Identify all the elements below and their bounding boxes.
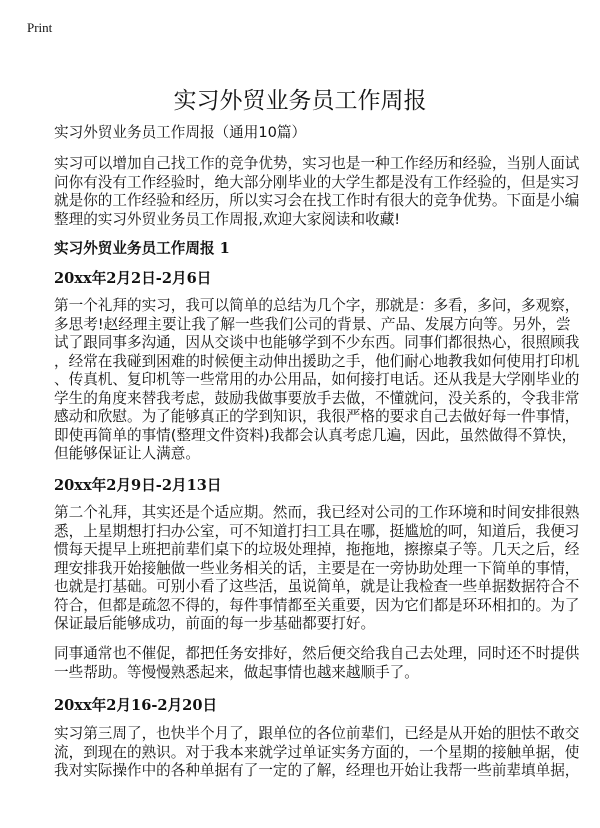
text-line: 理安排我开始接触做一些业务相关的话，主要是在一旁协助处理一下简单的事情，	[54, 559, 580, 577]
text-line: 问你有没有工作经验时，绝大部分刚毕业的大学生都是没有工作经验的，但是实习	[54, 173, 580, 191]
week-paragraph	[54, 725, 579, 781]
text-line: 我对实际操作中的各种单据有了一定的了解，经理也开始让我帮一些前辈填单据，	[54, 762, 580, 779]
text-line: 一些帮助。等慢慢熟悉起来，做起事情也越来越顺手了。	[54, 663, 419, 681]
text-line: 保证最后能够成功，前面的每一步基础都要打好。	[54, 615, 376, 632]
text-line: 就是你的工作经验和经历，所以实习会在找工作时有很大的竞争优势。下面是小编	[54, 192, 580, 209]
text-line: 也就是打基础。可别小看了这些活，虽说简单，就是让我检查一些单据数据符合不	[54, 578, 580, 595]
text-line: 符合，但都是疏忽不得的，每件事情都至关重要，因为它们都是环环相扣的。为了	[54, 596, 580, 614]
week-paragraph	[54, 645, 579, 682]
text-line: 试了跟同事多沟通，因从交谈中也能够学到不少东西。同事们都很热心，很照顾我	[54, 334, 580, 351]
text-line: 感动和欣慰。为了能够真正的学到知识，我很严格的要求自己去做好每一件事情，	[54, 408, 580, 425]
text-line: 即使再简单的事情(整理文件资料)我都会认真考虑几遍，因此，虽然做得不算快，	[54, 426, 577, 444]
text-line: 流，到现在的熟识。对于我本来就学过单证实务方面的，一个星期的接触单据，使	[54, 743, 580, 761]
text-line: 第一个礼拜的实习，我可以简单的总结为几个字，那就是：多看，多问，多观察，	[54, 297, 580, 314]
week-date-heading: 20xx年2月9日-2月13日	[54, 477, 222, 494]
text-line: 但能够保证让人满意。	[54, 445, 200, 462]
text-line: 、传真机、复印机等一些常用的办公用品，如何接打电话。还从我是大学刚毕业的	[54, 371, 580, 388]
week-date-heading: 20xx年2月2日-2月6日	[54, 270, 212, 287]
intro-paragraph	[54, 155, 579, 229]
section-heading: 实习外贸业务员工作周报 1	[54, 240, 230, 257]
print-link[interactable]: Print	[27, 20, 53, 35]
text-line: 多思考!赵经理主要让我了解一些我们公司的背景、产品、发展方向等。另外，尝	[54, 315, 571, 333]
text-line: 实习可以增加自己找工作的竞争优势，实习也是一种工作经历和经验，当别人面试	[54, 155, 580, 172]
text-line: 悉，上星期想打扫办公室，可不知道打扫工具在哪，挺尴尬的呵，知道后，我便习	[54, 522, 580, 540]
text-line: 学生的角度来替我考虑，鼓励我做事要放手去做，不懂就问，没关系的，令我非常	[54, 389, 580, 407]
text-line: ，经常在我碰到困难的时候便主动伸出援助之手，他们耐心地教我如何使用打印机	[54, 352, 580, 370]
document-subtitle: 实习外贸业务员工作周报（通用10篇）	[54, 124, 307, 141]
text-line: 同事通常也不催促，都把任务安排好，然后便交给我自己去处理，同时还不时提供	[54, 645, 580, 662]
text-line: 惯每天提早上班把前辈们桌下的垃圾处理掉，拖拖地，擦擦桌子等。几天之后，经	[54, 541, 580, 558]
week-date-heading: 20xx年2月16-2月20日	[54, 697, 218, 714]
text-line: 实习第三周了，也快半个月了，跟单位的各位前辈们，已经是从开始的胆怯不敢交	[54, 725, 580, 742]
text-line: 整理的实习外贸业务员工作周报,欢迎大家阅读和收藏!	[54, 210, 401, 228]
text-line: 第二个礼拜，其实还是个适应期。然而，我已经对公司的工作环境和时间安排很熟	[54, 504, 580, 521]
week-paragraph	[54, 297, 579, 464]
week-paragraph	[54, 504, 579, 634]
document-title: 实习外贸业务员工作周报	[173, 88, 427, 114]
